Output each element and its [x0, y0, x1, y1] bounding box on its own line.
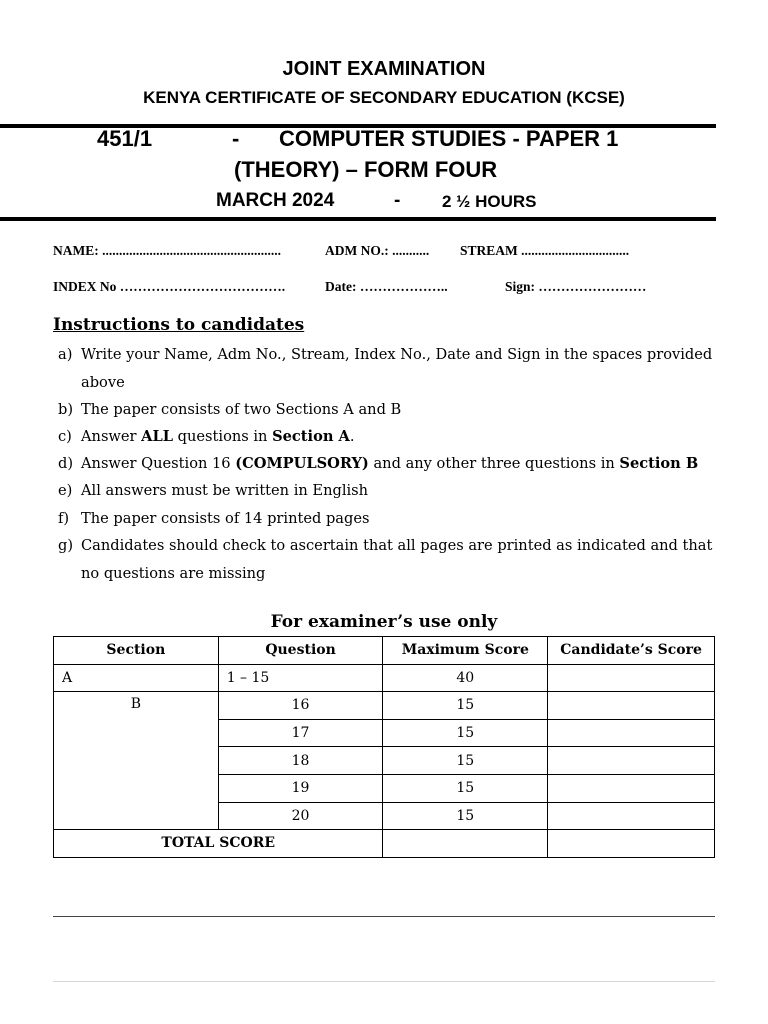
candidate-score-cell[interactable] [548, 719, 715, 747]
candidate-score-cell[interactable] [548, 747, 715, 775]
candidate-score-cell[interactable] [548, 774, 715, 802]
exam-title: JOINT EXAMINATION [282, 58, 486, 80]
instruction-text: The paper consists of 14 printed pages [81, 510, 370, 527]
score-table [53, 636, 715, 858]
instruction-item [58, 477, 718, 505]
instruction-text: All answers must be written in English [81, 482, 369, 499]
paper-dash: - [232, 126, 240, 151]
index-no-field[interactable]: INDEX No ………………………………. [53, 279, 286, 294]
max-score-cell: 15 [383, 802, 548, 830]
question-cell: 1 – 15 [218, 664, 383, 692]
instruction-letter: d) [58, 455, 74, 472]
column-header: Section [54, 637, 219, 665]
exam-subtitle: KENYA CERTIFICATE OF SECONDARY EDUCATION (KCSE) [143, 88, 625, 107]
candidate-score-cell[interactable] [548, 664, 715, 692]
max-score-cell: 15 [383, 774, 548, 802]
paper-name: COMPUTER STUDIES - PAPER 1 [279, 126, 619, 151]
instruction-letter: b) [58, 401, 74, 418]
instruction-text: Write your Name, Adm No., Stream, Index No., Date and Sign in the spaces provided above [81, 346, 713, 391]
question-cell: 17 [218, 719, 383, 747]
stream-field[interactable]: STREAM ................................ [460, 243, 630, 258]
column-header: Question [218, 637, 383, 665]
total-row [54, 830, 715, 858]
exam-date: MARCH 2024 [216, 190, 335, 211]
name-field[interactable]: NAME: ..................................................... [53, 243, 281, 258]
instruction-item [58, 450, 718, 478]
instruction-letter: a) [58, 346, 73, 363]
total-max-score-cell[interactable] [383, 830, 548, 858]
question-cell: 18 [218, 747, 383, 775]
column-header: Candidate’s Score [548, 637, 715, 665]
question-cell: 20 [218, 802, 383, 830]
section-cell: A [54, 664, 219, 692]
date-field[interactable]: Date: ……………….. [325, 279, 448, 294]
exam-duration: 2 ½ HOURS [442, 192, 537, 211]
instruction-letter: f) [58, 510, 70, 527]
instruction-item [58, 505, 718, 533]
instruction-item [58, 396, 718, 424]
table-row [54, 692, 715, 720]
max-score-cell: 15 [383, 692, 548, 720]
instruction-item [58, 341, 718, 396]
adm-no-field[interactable]: ADM NO.: ........... [325, 243, 430, 258]
section-cell: B [54, 692, 219, 830]
footer-rule [53, 916, 715, 917]
question-cell: 16 [218, 692, 383, 720]
max-score-cell: 15 [383, 747, 548, 775]
instruction-letter: e) [58, 482, 73, 499]
date-dash: - [394, 190, 401, 211]
table-header-row [54, 637, 715, 665]
total-candidate-score-cell[interactable] [548, 830, 715, 858]
paper-subtitle: (THEORY) – FORM FOUR [234, 157, 498, 182]
table-row [54, 664, 715, 692]
max-score-cell: 40 [383, 664, 548, 692]
instructions-heading: Instructions to candidates [53, 315, 305, 335]
instruction-text: The paper consists of two Sections A and B [81, 401, 402, 418]
candidate-score-cell[interactable] [548, 802, 715, 830]
instruction-text: Candidates should check to ascertain that all pages are printed as indicated and that no questions are missing [81, 537, 713, 582]
instruction-letter: c) [58, 428, 72, 445]
header-bottom-rule [0, 217, 716, 221]
instruction-letter: g) [58, 537, 74, 554]
examiner-heading: For examiner’s use only [270, 612, 498, 632]
total-score-label: TOTAL SCORE [54, 830, 383, 858]
footer-rule-light [53, 981, 715, 982]
column-header: Maximum Score [383, 637, 548, 665]
max-score-cell: 15 [383, 719, 548, 747]
instruction-text: Answer ALL questions in Section A. [81, 428, 355, 445]
candidate-score-cell[interactable] [548, 692, 715, 720]
question-cell: 19 [218, 774, 383, 802]
instruction-item [58, 423, 718, 451]
paper-code: 451/1 [97, 126, 153, 151]
instruction-item [58, 532, 718, 587]
instruction-text: Answer Question 16 (COMPULSORY) and any other three questions in Section B [81, 455, 699, 472]
sign-field[interactable]: Sign: …………………… [505, 279, 647, 294]
